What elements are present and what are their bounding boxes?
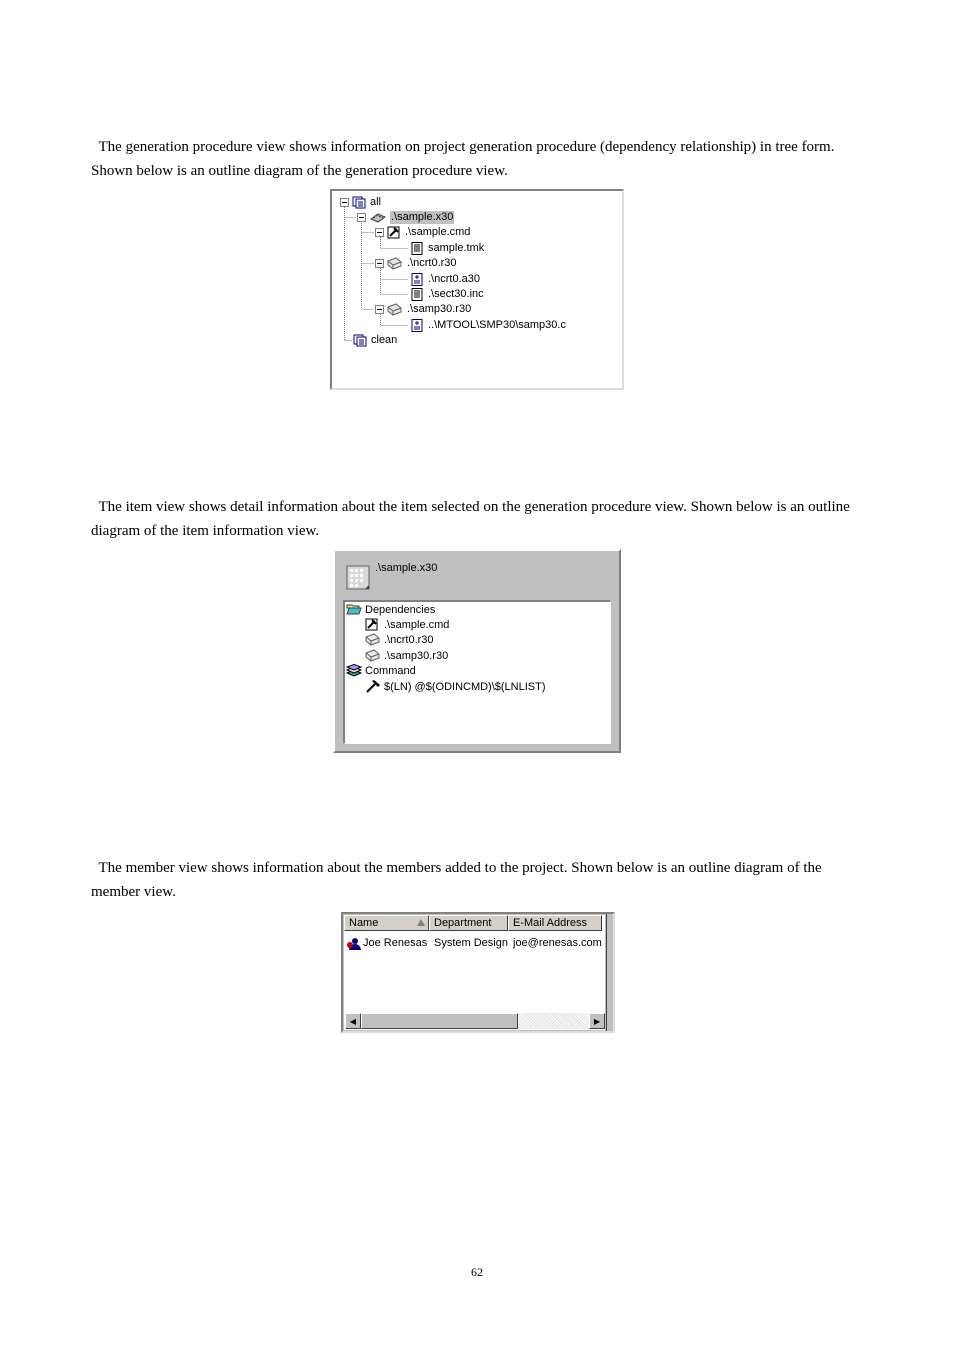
tree-node-ncrt0-a30[interactable] [410,272,481,287]
window-edge [606,914,613,1031]
tree-node-label: sample.tmk [428,242,485,254]
tree-node-label: .\sample.x30 [391,211,454,223]
command-icon [365,618,381,631]
tree-node-all[interactable] [340,195,382,210]
column-header-label: E-Mail Address [513,917,587,929]
tree-node-label: .\ncrt0.r30 [407,257,457,269]
object-file-icon [387,257,403,270]
member-view-text: The member view shows information about the members added to the project. Shown below is an outline diagram of the member view. [91,860,822,900]
item-detail-list[interactable] [343,600,611,744]
tree-node-label: .\sect30.inc [428,288,484,300]
source-file-icon [410,319,424,332]
tree-node-sample-cmd[interactable] [375,225,471,240]
member-list[interactable] [344,915,605,1030]
member-email: joe@renesas.com [513,937,602,949]
tree-node-samp30-r30[interactable] [375,302,472,317]
command-icon [387,226,401,239]
tree-node-label: .\ncrt0.a30 [428,273,480,285]
tree-node-sample-tmk[interactable] [410,241,485,256]
sort-ascending-icon [417,919,425,926]
object-file-icon [365,649,381,662]
command-label: Command [365,664,416,677]
dependencies-label: Dependencies [365,603,436,616]
folder-open-icon [346,603,362,616]
dependencies-node[interactable] [346,602,435,617]
column-header-email[interactable] [508,915,602,931]
command-node[interactable] [346,663,416,678]
member-department: System Design [434,937,508,949]
target-icon [353,334,367,347]
dependency-label: .\ncrt0.r30 [384,633,434,646]
stack-icon [346,664,362,677]
tree-node-samp30-c[interactable] [410,318,567,333]
dependency-item[interactable] [365,632,434,647]
member-view-paragraph [91,856,863,904]
dependency-label: .\samp30.r30 [384,649,449,662]
chip-icon [369,211,387,224]
member-name: Joe Renesas [363,937,428,949]
column-header-label: Department [434,917,492,929]
tree-node-sample-x30[interactable] [357,210,454,225]
member-row[interactable] [346,935,602,951]
scroll-thumb[interactable] [361,1013,518,1029]
command-text: $(LN) @$(ODINCMD)\$(LNLIST) [384,680,546,693]
item-view-paragraph [91,495,863,543]
dependency-label: .\sample.cmd [384,618,450,631]
document-icon [410,242,424,255]
collapse-toggle[interactable] [375,228,384,237]
scroll-track[interactable] [518,1013,589,1029]
scroll-right-button[interactable]: ▶ [589,1013,605,1029]
collapse-toggle[interactable] [375,259,384,268]
member-list-header [344,915,602,931]
collapse-toggle[interactable] [357,213,366,222]
hammer-icon [365,680,381,693]
collapse-toggle[interactable] [340,198,349,207]
tree-node-label: ..\MTOOL\SMP30\samp30.c [428,319,566,331]
generation-view-text: The generation procedure view shows information on project generation procedure (dependency relationship) in tree form. Shown below is an outline diagram of the generation procedure view. [91,139,835,179]
member-view[interactable] [341,912,615,1033]
target-icon [352,196,366,209]
command-item[interactable] [365,679,546,694]
item-title: .\sample.x30 [375,562,438,574]
tree-node-label: .\samp30.r30 [407,303,472,315]
generation-view-paragraph [91,135,863,183]
dependency-item[interactable] [365,648,448,663]
member-user-icon [346,937,362,950]
page-number: 62 [471,1265,483,1279]
collapse-toggle[interactable] [375,305,384,314]
object-file-icon [365,633,381,646]
column-header-name[interactable] [344,915,429,931]
dependency-item[interactable] [365,617,449,632]
object-file-icon [387,303,403,316]
column-header-department[interactable] [429,915,508,931]
tree-node-label: all [370,196,382,208]
scroll-left-button[interactable]: ◀ [345,1013,361,1029]
column-header-label: Name [349,917,379,929]
generation-procedure-view[interactable] [330,189,624,390]
document-icon [410,288,424,301]
chip-large-icon [345,563,371,591]
tree-node-clean[interactable] [353,333,398,348]
item-view-text: The item view shows detail information about the item selected on the generation procedure view. Shown below is an outline diagram of the item information view. [91,499,850,539]
tree-node-ncrt0-r30[interactable] [375,256,458,271]
source-file-icon [410,273,424,286]
tree-node-label: clean [371,334,398,346]
tree-node-label: .\sample.cmd [405,226,471,238]
item-information-view[interactable] [333,549,621,753]
horizontal-scrollbar[interactable] [345,1013,605,1029]
tree-node-sect30-inc[interactable] [410,287,485,302]
